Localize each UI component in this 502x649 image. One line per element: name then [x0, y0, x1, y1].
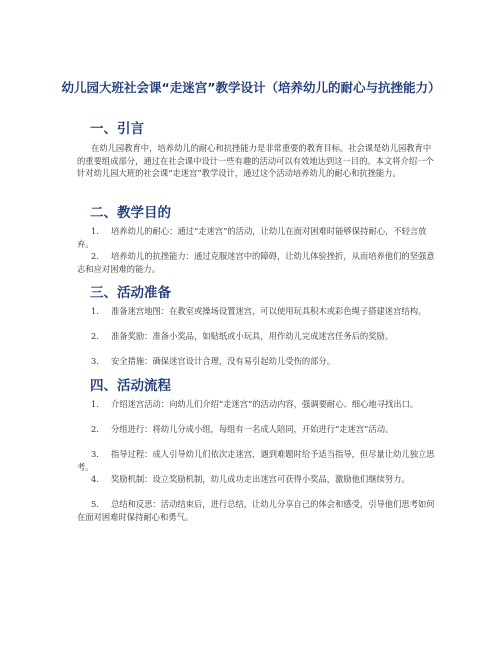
list-item [77, 355, 437, 368]
item-text: 分组进行：将幼儿分成小组，每组有一名成人陪同，开始进行“走迷宫”活动。 [111, 424, 394, 434]
item-number: 4. [91, 474, 99, 484]
list-item [77, 473, 437, 486]
item-number: 1. [91, 399, 99, 409]
item-text: 培养幼儿的耐心：通过“走迷宫”的活动，让幼儿在面对困难时能够保持耐心，不轻言放弃。 [77, 226, 427, 249]
item-number: 1. [91, 306, 99, 316]
item-number: 2. [91, 331, 99, 341]
item-number: 1. [91, 226, 99, 236]
heading-flow: 四、活动流程 [90, 378, 171, 394]
item-number: 3. [91, 356, 99, 366]
item-text: 准备迷宫地图：在教室或操场设置迷宫，可以使用玩具积木或彩色绳子搭建迷宫结构。 [111, 306, 427, 316]
heading-prep: 三、活动准备 [90, 285, 171, 301]
item-text: 奖励机制：设立奖励机制，幼儿成功走出迷宫可获得小奖品，激励他们继续努力。 [111, 474, 410, 484]
heading-intro: 一、引言 [90, 121, 144, 137]
item-text: 准备奖励：准备小奖品，如贴纸或小玩具，用作幼儿完成迷宫任务后的奖励。 [111, 331, 394, 341]
item-text: 介绍迷宫活动：向幼儿们介绍“走迷宫”的活动内容，强调要耐心、细心地寻找出口。 [111, 399, 419, 409]
list-item [77, 398, 437, 411]
list-item [77, 498, 437, 523]
item-text: 指导过程：成人引导幼儿们依次走迷宫，遇到难题时给予适当指导，但尽量让幼儿独立思考。 [77, 449, 435, 472]
document-title: 幼儿园大班社会课“走迷宫”教学设计（培养幼儿的耐心与抗挫能力） [61, 80, 441, 95]
item-number: 5. [91, 499, 99, 509]
list-item [77, 448, 437, 473]
list-item [77, 330, 437, 343]
list-item [77, 225, 437, 250]
list-item [77, 305, 437, 318]
heading-goals: 二、教学目的 [90, 205, 171, 221]
item-number: 3. [91, 449, 99, 459]
list-item [77, 250, 437, 275]
item-number: 2. [91, 424, 99, 434]
item-number: 2. [91, 251, 99, 261]
list-item [77, 423, 437, 436]
item-text: 总结和反思：活动结束后，进行总结，让幼儿分享自己的体会和感受，引导他们思考如何在面对困难时保持耐心和勇气。 [77, 499, 435, 522]
item-text: 培养幼儿的抗挫能力：通过克服迷宫中的障碍，让幼儿体验挫折，从而培养他们的坚强意志和应对困难的能力。 [77, 251, 435, 274]
intro-paragraph: 在幼儿园教育中，培养幼儿的耐心和抗挫能力是非常重要的教育目标。社会课是幼儿园教育中的重要组成部分，通过在社会课中设计一些有趣的活动可以有效地达到这一目的。本文将介绍一个针对幼儿园大班的社会课“走迷宫”教学设计，通过这个活动培养幼儿的耐心和抗挫能力。 [77, 143, 434, 178]
item-text: 安全措施：确保迷宫设计合理，没有易引起幼儿受伤的部分。 [111, 356, 336, 366]
